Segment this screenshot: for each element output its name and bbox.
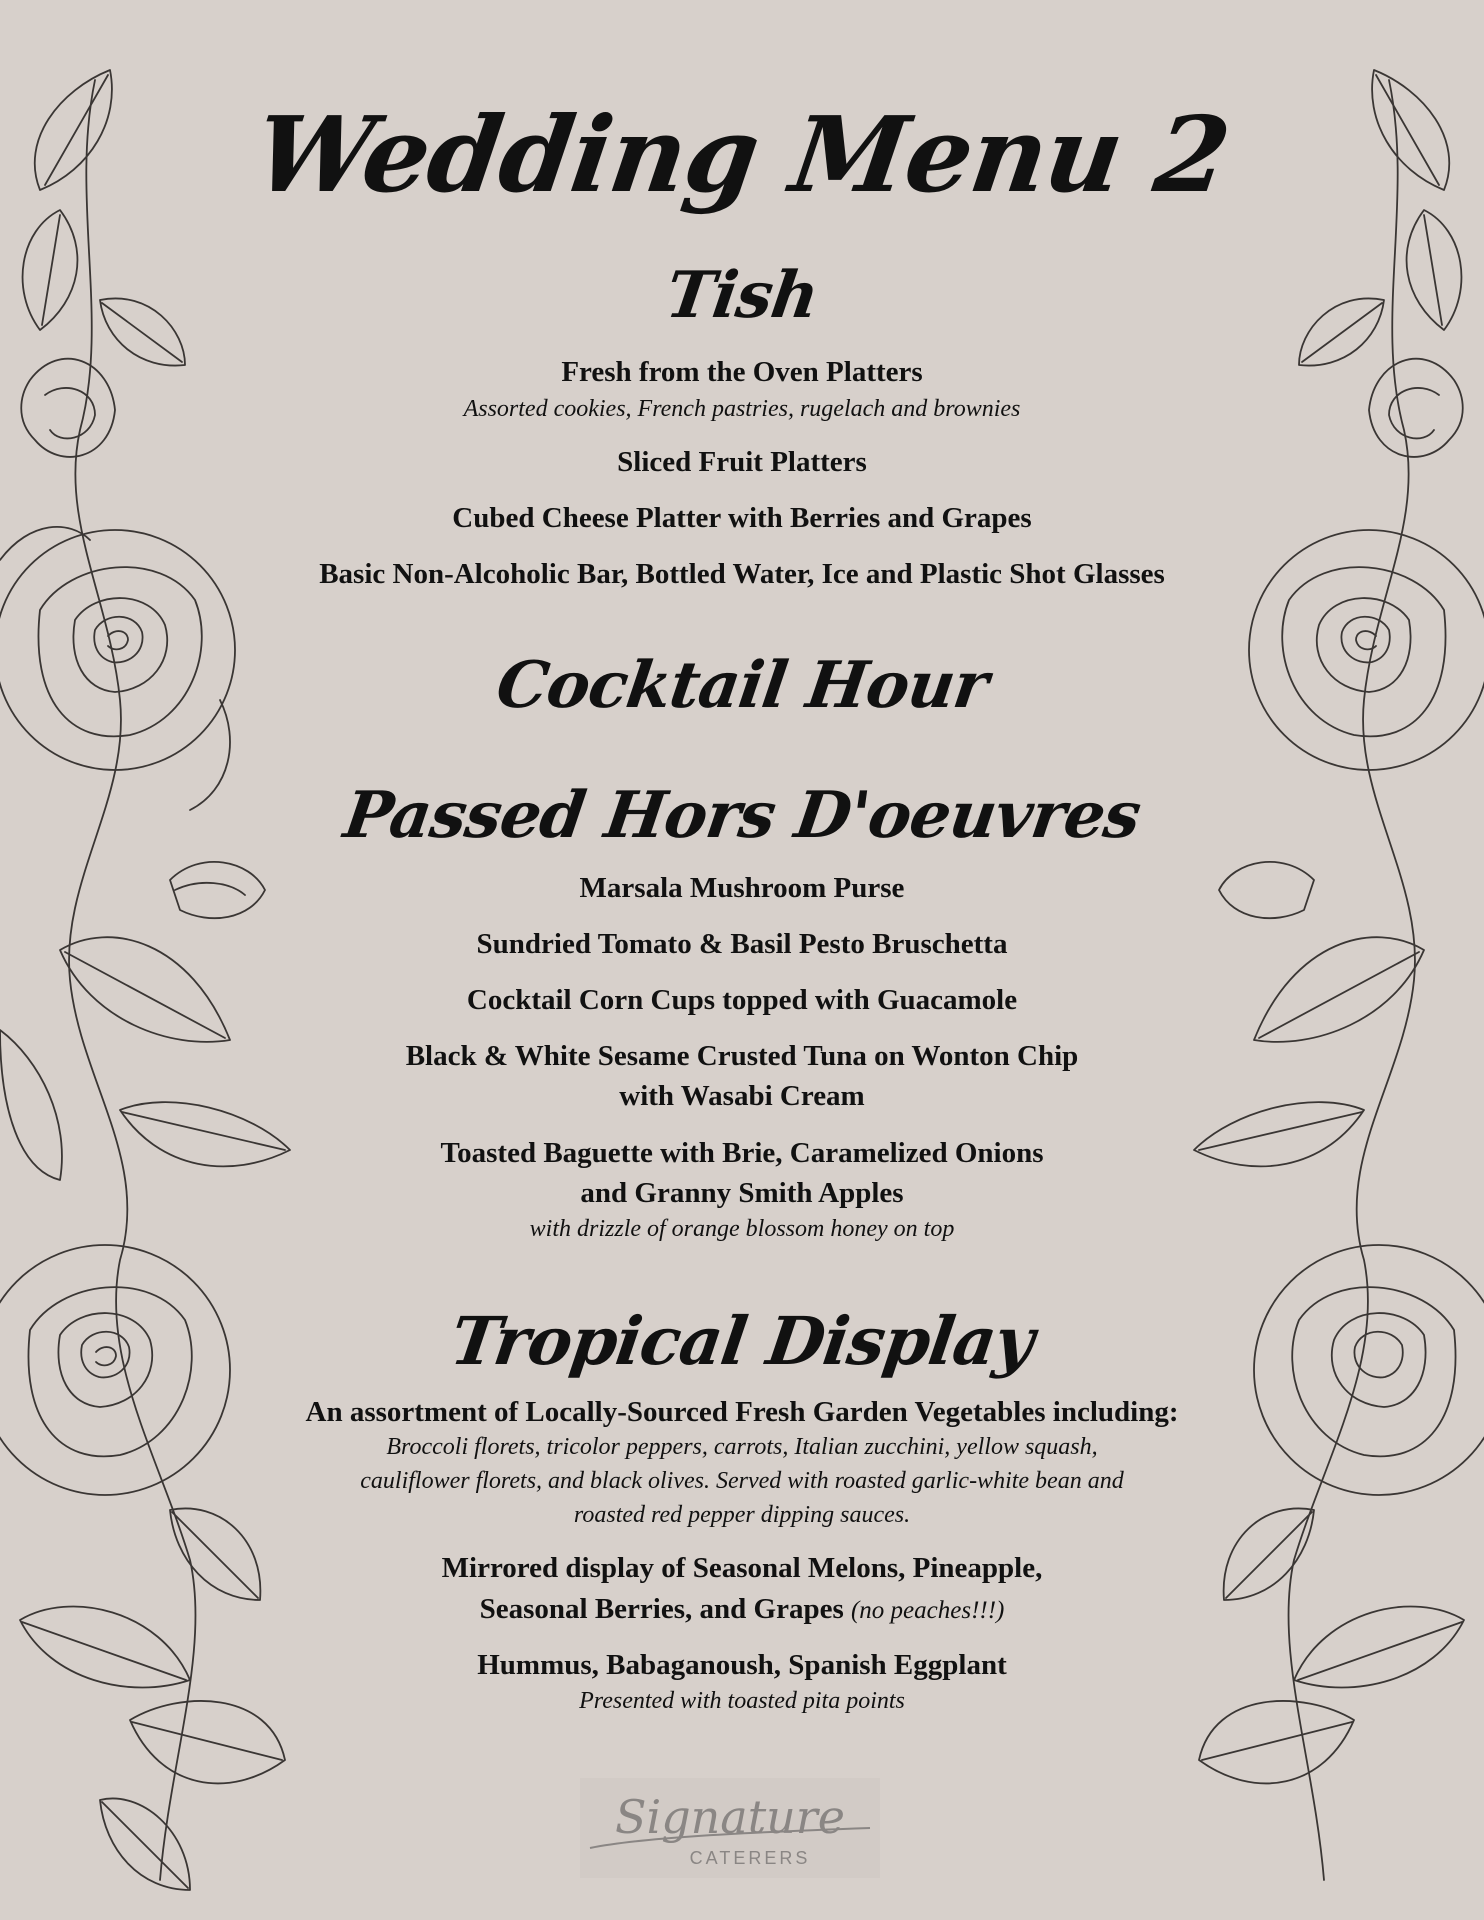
section-heading-tropical-display: Tropical Display xyxy=(445,1302,1039,1380)
menu-item-line2: with Wasabi Cream xyxy=(619,1080,865,1112)
menu-item-line1: Black & White Sesame Crusted Tuna on Wonton Chip xyxy=(405,1040,1079,1072)
menu-item-description-line2: cauliflower florets, and black olives. Served with roasted garlic-white bean and xyxy=(360,1468,1124,1494)
menu-item: Sundried Tomato & Basil Pesto Bruschetta xyxy=(476,928,1008,960)
section-heading-cocktail-hour: Cocktail Hour xyxy=(492,648,992,723)
menu-item: Hummus, Babaganoush, Spanish Eggplant xyxy=(477,1649,1007,1681)
logo-caps-text: CATERERS xyxy=(689,1848,811,1868)
menu-item-description: Presented with toasted pita points xyxy=(579,1688,905,1714)
section-heading-passed-hors-doeuvres: Passed Hors D'oeuvres xyxy=(339,778,1145,853)
menu-item-line2-text: Seasonal Berries, and Grapes xyxy=(479,1593,844,1625)
menu-item-description: with drizzle of orange blossom honey on top xyxy=(529,1216,955,1242)
menu-item-line1: Toasted Baguette with Brie, Caramelized Onions xyxy=(440,1137,1044,1169)
signature-caterers-logo xyxy=(580,1778,880,1878)
menu-item-description-line3: roasted red pepper dipping sauces. xyxy=(573,1502,911,1528)
menu-item-line2: and Granny Smith Apples xyxy=(580,1177,904,1209)
menu-item-note: (no peaches!!!) xyxy=(850,1597,1005,1624)
menu-item: An assortment of Locally-Sourced Fresh Garden Vegetables including: xyxy=(305,1396,1179,1428)
menu-item-line2 xyxy=(240,1589,1244,1631)
menu-item: Cocktail Corn Cups topped with Guacamole xyxy=(466,984,1018,1016)
menu-item: Fresh from the Oven Platters xyxy=(561,356,923,388)
menu-item-description: Assorted cookies, French pastries, rugelach and brownies xyxy=(463,396,1021,422)
menu-item: Marsala Mushroom Purse xyxy=(579,872,905,904)
section-heading-tish: Tish xyxy=(661,258,823,333)
logo-script-text: Signature xyxy=(614,1790,846,1844)
menu-item: Basic Non-Alcoholic Bar, Bottled Water, Ice and Plastic Shot Glasses xyxy=(319,558,1165,590)
menu-item-line1: Mirrored display of Seasonal Melons, Pineapple, xyxy=(441,1552,1043,1584)
menu-item: Sliced Fruit Platters xyxy=(617,446,867,478)
menu-item: Cubed Cheese Platter with Berries and Grapes xyxy=(452,502,1032,534)
menu-title: Wedding Menu 2 xyxy=(247,93,1237,216)
menu-item-description-line1: Broccoli florets, tricolor peppers, carrots, Italian zucchini, yellow squash, xyxy=(386,1434,1098,1460)
